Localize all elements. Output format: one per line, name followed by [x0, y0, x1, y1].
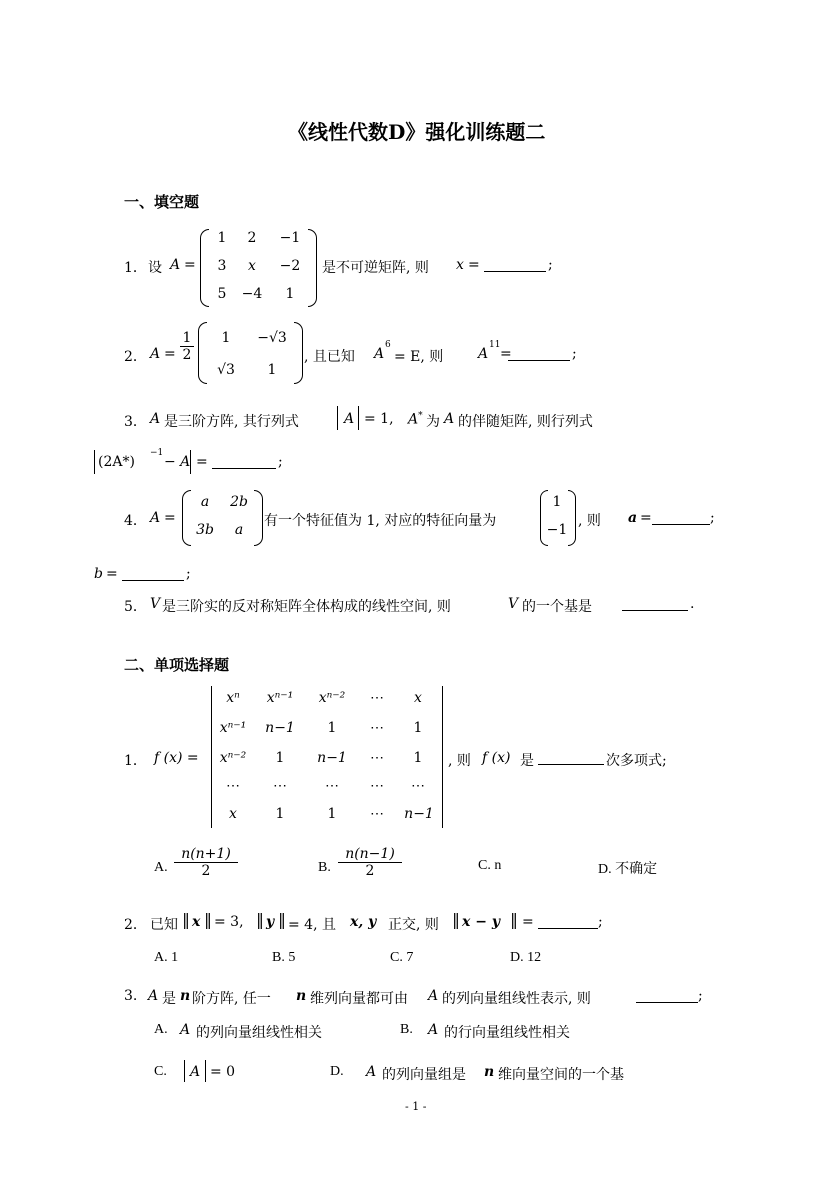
det-cell: ⋯	[370, 750, 384, 766]
det-cell: ⋯	[370, 806, 384, 822]
semicolon: ;	[572, 346, 577, 362]
answer-blank[interactable]	[652, 510, 710, 525]
question-text: 维列向量都可由	[310, 991, 408, 1007]
det-cell: 1	[413, 750, 423, 766]
det-cell: ⋯	[370, 720, 384, 736]
matrix-cell: 5	[217, 286, 227, 302]
option-a-fraction: $\frac{n(n+1)}{2}$	[174, 846, 238, 879]
det-cell: x	[229, 806, 237, 822]
answer-blank[interactable]	[538, 914, 598, 929]
right-paren	[308, 229, 317, 307]
vector-diff: x − y	[462, 914, 500, 930]
equals: =	[184, 257, 196, 273]
answer-blank[interactable]	[538, 750, 604, 765]
section-choice-heading: 二、单项选择题	[124, 656, 230, 674]
det-bar	[184, 1060, 185, 1082]
question-number: 3.	[124, 988, 138, 1004]
answer-blank[interactable]	[212, 454, 276, 469]
question-text: , 且已知	[304, 349, 355, 365]
exponent: 6	[385, 340, 391, 350]
matrix-cell: −√3	[257, 330, 287, 346]
det-bar	[211, 686, 212, 828]
var-a: a	[628, 510, 638, 526]
norm-bar: ‖	[204, 910, 212, 929]
matrix-cell: 3b	[196, 522, 214, 538]
semicolon: ;	[598, 914, 603, 930]
var-x: x	[456, 257, 464, 273]
question-text: 是三阶实的反对称矩阵全体构成的线性空间, 则	[162, 599, 451, 615]
det-bar	[205, 1060, 206, 1082]
var-A: A	[344, 411, 355, 427]
option-a[interactable]: A. 1	[154, 950, 179, 965]
option-d-label[interactable]: D.	[330, 1064, 344, 1079]
det-cell: xⁿ⁻¹	[266, 690, 294, 706]
option-d-text: 的列向量组是	[382, 1067, 466, 1083]
equals: =	[640, 510, 652, 526]
matrix-cell: 2b	[230, 494, 248, 510]
var-A: A	[478, 346, 489, 362]
vector-x: x	[192, 914, 201, 930]
question-text: , 则	[448, 753, 471, 769]
var-V: V	[508, 596, 519, 612]
answer-blank[interactable]	[508, 346, 570, 361]
matrix-cell: 1	[267, 362, 277, 378]
option-d[interactable]: D. 不确定	[598, 862, 658, 877]
det-cell: ⋯	[325, 778, 339, 794]
det-cell: 1	[327, 720, 337, 736]
norm-bar: ‖	[510, 910, 518, 929]
var-A: A	[148, 988, 159, 1004]
matrix-cell: 1	[217, 230, 227, 246]
question-text: 有一个特征值为 1, 对应的特征向量为	[264, 513, 497, 529]
det-cell: n−1	[265, 720, 295, 736]
equals: =	[468, 257, 480, 273]
question-text: 是	[520, 753, 534, 769]
det-cell: ⋯	[411, 778, 425, 794]
question-text: 次多项式;	[606, 753, 667, 769]
var-n: n	[296, 988, 307, 1004]
det-cell: 1	[413, 720, 423, 736]
question-text: , 则	[578, 513, 601, 529]
option-b-label[interactable]: B.	[318, 860, 331, 875]
right-paren	[568, 490, 576, 546]
semicolon: ;	[710, 510, 715, 526]
question-text: 已知	[150, 917, 178, 933]
vector-cell: 1	[552, 494, 562, 510]
option-d[interactable]: D. 12	[510, 950, 542, 965]
matrix-cell: a	[200, 494, 210, 510]
equals: =	[196, 454, 208, 470]
var-A: A	[170, 257, 181, 273]
option-b[interactable]: B. 5	[272, 950, 296, 965]
det-cell: ⋯	[370, 690, 384, 706]
exponent: 11	[489, 340, 501, 350]
question-text: 是不可逆矩阵, 则	[322, 260, 429, 276]
question-text: 的伴随矩阵, 则行列式	[458, 414, 593, 430]
matrix-cell: 1	[285, 286, 295, 302]
det-bar	[190, 450, 191, 474]
det-cell: n−1	[317, 750, 347, 766]
section-fill-blank-heading: 一、填空题	[124, 193, 200, 211]
option-b-text: 的行向量组线性相关	[444, 1025, 570, 1041]
det-cell: ⋯	[370, 778, 384, 794]
equals: =	[106, 566, 118, 582]
det-cell: ⋯	[273, 778, 287, 794]
var-A: A	[190, 1064, 201, 1080]
question-text: = E, 则	[394, 349, 444, 365]
question-number: 4．	[124, 513, 147, 529]
norm-bar: ‖	[256, 910, 264, 929]
page-title: 《线性代数D》强化训练题二	[288, 120, 546, 144]
answer-blank[interactable]	[122, 566, 184, 581]
question-number: 1．	[124, 260, 147, 276]
det-cell: 1	[327, 806, 337, 822]
var-b: b	[94, 566, 103, 582]
det-cell: ⋯	[226, 778, 240, 794]
question-text: = 3,	[214, 914, 244, 930]
var-V: V	[150, 596, 161, 612]
equals: =	[522, 914, 534, 930]
option-b-fraction: $\frac{n(n-1)}{2}$	[338, 846, 402, 879]
option-c-label[interactable]: C.	[154, 1064, 167, 1079]
answer-blank[interactable]	[622, 596, 688, 611]
question-text: 是三阶方阵, 其行列式	[164, 414, 299, 430]
var-n: n	[484, 1064, 495, 1080]
var-A: A	[180, 1022, 191, 1038]
expression: (2A*)	[98, 454, 135, 470]
equals: =	[164, 346, 176, 362]
matrix-cell: −4	[241, 286, 263, 302]
det-cell: n−1	[404, 806, 434, 822]
var-A: A	[150, 510, 161, 526]
option-b-label[interactable]: B.	[400, 1022, 413, 1037]
var-A: A	[150, 411, 161, 427]
equals: =	[500, 346, 512, 362]
det-bar	[442, 686, 443, 828]
option-d-text: 维向量空间的一个基	[498, 1067, 624, 1083]
semicolon: ;	[278, 454, 283, 470]
det-cell: x	[414, 690, 422, 706]
semicolon: ;	[548, 257, 553, 273]
var-A: A	[428, 988, 439, 1004]
det-cell: 1	[275, 750, 285, 766]
det-value: = 1,	[364, 411, 394, 427]
question-number: 5．	[124, 599, 147, 615]
question-number: 3．	[124, 414, 147, 430]
semicolon: ;	[698, 988, 703, 1004]
var-A: A	[150, 346, 161, 362]
var-A: A	[428, 1022, 439, 1038]
var-A-star: A*	[408, 411, 423, 428]
answer-blank[interactable]	[636, 988, 698, 1003]
page-number: - 1 -	[405, 1100, 427, 1113]
det-cell: xⁿ⁻¹	[219, 720, 247, 736]
norm-bar: ‖	[182, 910, 190, 929]
det-cell: xⁿ⁻²	[219, 750, 247, 766]
norm-bar: ‖	[452, 910, 460, 929]
matrix-cell: x	[248, 258, 256, 274]
matrix-cell: −1	[279, 230, 301, 246]
matrix-cell: √3	[217, 362, 235, 378]
det-cell: 1	[275, 806, 285, 822]
period: .	[690, 596, 695, 612]
option-c-text: = 0	[210, 1064, 236, 1080]
function-ref: f (x)	[482, 750, 511, 766]
question-text: 的一个基是	[522, 599, 592, 615]
matrix-cell: 3	[217, 258, 227, 274]
option-a-label[interactable]: A.	[154, 860, 168, 875]
det-bar	[358, 406, 359, 430]
question-text: 的列向量组线性表示, 则	[442, 991, 591, 1007]
question-prefix: 设	[148, 260, 162, 276]
det-cell: xⁿ	[226, 690, 240, 706]
var-n: n	[180, 988, 191, 1004]
matrix-cell: −2	[279, 258, 301, 274]
option-c[interactable]: C. 7	[390, 950, 414, 965]
question-text: 是	[162, 991, 176, 1007]
answer-blank[interactable]	[484, 257, 546, 272]
matrix-cell: 1	[221, 330, 231, 346]
det-cell: xⁿ⁻²	[318, 690, 346, 706]
vector-y: y	[266, 914, 275, 930]
vector-cell: −1	[546, 522, 568, 538]
question-number: 2．	[124, 349, 147, 365]
equals: =	[164, 510, 176, 526]
question-text: 阶方阵, 任一	[192, 991, 271, 1007]
function-lhs: f (x) =	[154, 750, 199, 766]
right-paren	[254, 490, 263, 546]
norm-bar: ‖	[278, 910, 286, 929]
question-text: 为	[426, 414, 440, 430]
option-a-label[interactable]: A.	[154, 1022, 168, 1037]
question-text: 正交, 则	[388, 917, 439, 933]
matrix-cell: a	[234, 522, 244, 538]
var-A: A	[444, 411, 455, 427]
question-text: = 4, 且	[288, 917, 336, 933]
var-A: A	[374, 346, 385, 362]
right-paren	[294, 322, 303, 384]
matrix-cell: 2	[247, 230, 257, 246]
det-bar	[337, 406, 338, 430]
semicolon: ;	[186, 566, 191, 582]
question-number: 2．	[124, 917, 147, 933]
question-number: 1．	[124, 753, 147, 769]
expression: − A	[164, 454, 191, 470]
fraction-half: $\frac{1}{2}$	[180, 330, 194, 363]
option-a-text: 的列向量组线性相关	[196, 1025, 322, 1041]
var-A: A	[366, 1064, 377, 1080]
exponent: −1	[150, 448, 164, 458]
det-bar	[94, 450, 95, 474]
option-c[interactable]: C. n	[478, 858, 502, 873]
vectors-xy: x, y	[350, 914, 377, 930]
